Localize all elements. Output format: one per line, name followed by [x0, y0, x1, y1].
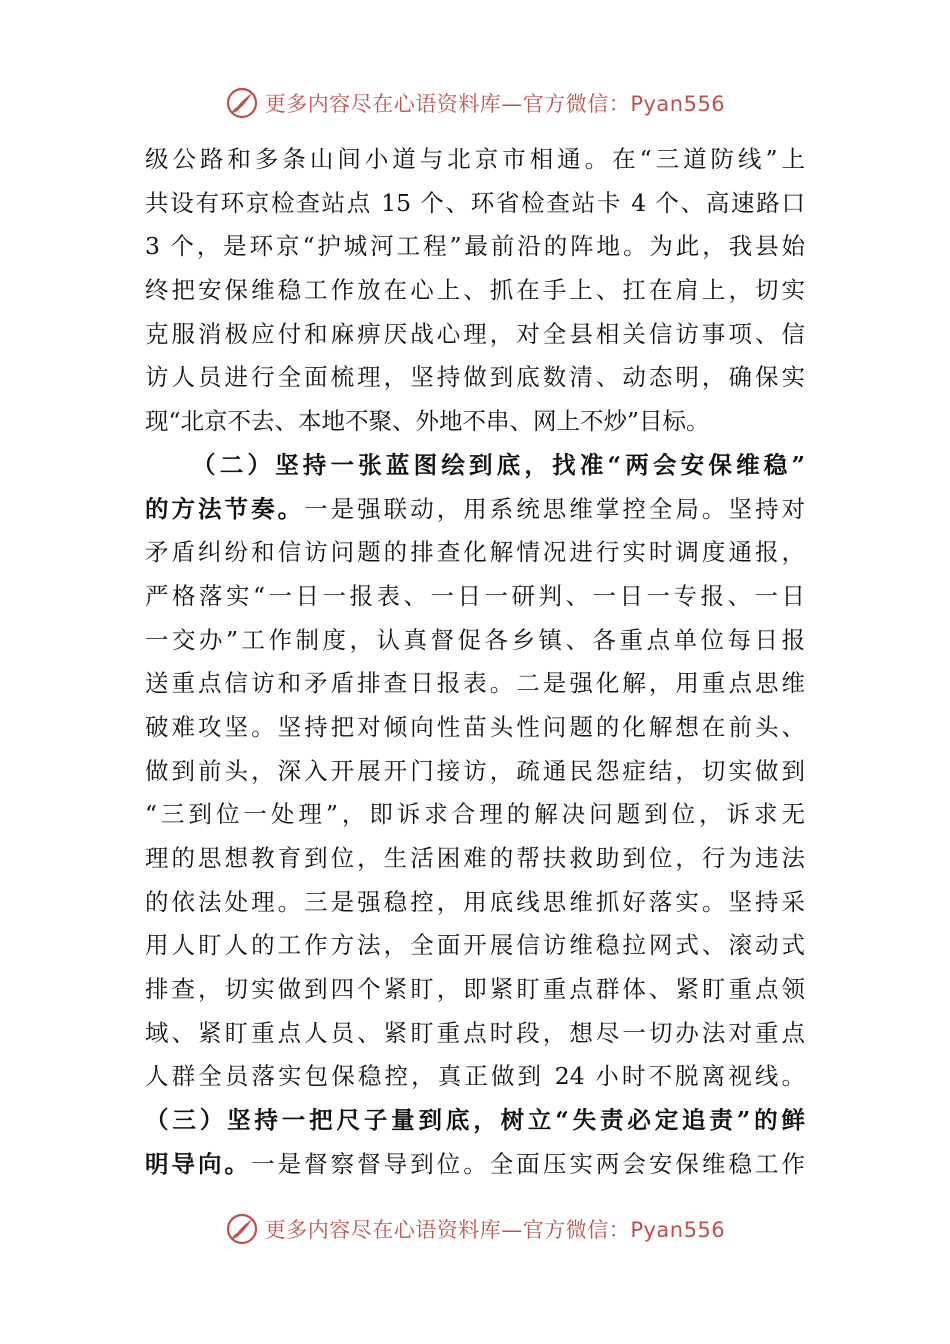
quill-logo-icon: [225, 86, 259, 120]
heading-text: （二）坚持一张蓝图绘到底，找准“两会安保维稳”: [192, 450, 805, 479]
body-text: “三到位一处理”，即诉求合理的解决问题到位，诉求无: [145, 800, 805, 829]
document-body: [145, 138, 805, 1187]
text-line: [145, 837, 805, 881]
heading-text: 的方法节奏。: [145, 494, 305, 523]
text-line: [145, 138, 805, 182]
body-text: 一是督察督导到位。全面压实两会安保维稳工作: [251, 1149, 806, 1178]
heading-text: 明导向。: [145, 1149, 252, 1178]
text-line: [145, 444, 805, 488]
body-text: 终把安保维稳工作放在心上、抓在手上、扛在肩上，切实: [145, 276, 805, 305]
text-line: [145, 400, 805, 444]
watermark-header: [0, 84, 950, 122]
watermark-footer: [0, 1210, 950, 1248]
body-text: 严格落实“一日一报表、一日一研判、一日一专报、一日: [145, 581, 805, 610]
text-line: [145, 575, 805, 619]
text-line: [145, 1012, 805, 1056]
body-text: 理的思想教育到位，生活困难的帮扶救助到位，行为违法: [145, 844, 805, 872]
watermark-text: 更多内容尽在心语资料库—官方微信：Pyan556: [264, 1218, 726, 1242]
body-text: 访人员进行全面梳理，坚持做到底数清、动态明，确保实: [145, 363, 805, 392]
body-text: 共设有环京检查站点 15 个、环省检查站卡 4 个、高速路口: [145, 188, 805, 217]
text-line: [145, 793, 805, 837]
text-line: [145, 662, 805, 706]
body-text: 的依法处理。三是强稳控，用底线思维抓好落实。坚持采: [145, 887, 805, 916]
body-text: 人群全员落实包保稳控，真正做到 24 小时不脱离视线。: [145, 1062, 805, 1091]
text-line: [145, 313, 805, 357]
text-line: [145, 488, 805, 532]
text-line: [145, 531, 805, 575]
body-text: 用人盯人的工作方法，全面开展信访维稳拉网式、滚动式: [145, 931, 805, 960]
body-text: 排查，切实做到四个紧盯，即紧盯重点群体、紧盯重点领: [145, 975, 805, 1004]
body-text: 3 个，是环京“护城河工程”最前沿的阵地。为此，我县始: [145, 232, 805, 261]
watermark-text: 更多内容尽在心语资料库—官方微信：Pyan556: [264, 92, 726, 116]
quill-logo-icon: [225, 1212, 259, 1246]
text-line: [145, 750, 805, 794]
body-text: 一是强联动，用系统思维掌控全局。坚持对: [304, 494, 805, 523]
text-line: [145, 225, 805, 269]
body-text: 破难攻坚。坚持把对倾向性苗头性问题的化解想在前头、: [145, 712, 805, 741]
body-text: 现“北京不去、本地不聚、外地不串、网上不炒”目标。: [145, 407, 710, 436]
text-line: [145, 706, 805, 750]
body-text: 域、紧盯重点人员、紧盯重点时段，想尽一切办法对重点: [145, 1018, 805, 1047]
text-line: [145, 619, 805, 663]
text-line: [145, 182, 805, 226]
body-text: 送重点信访和矛盾排查日报表。二是强化解，用重点思维: [145, 669, 805, 698]
body-text: 级公路和多条山间小道与北京市相通。在“三道防线”上: [145, 145, 805, 173]
body-text: 矛盾纠纷和信访问题的排查化解情况进行实时调度通报，: [145, 538, 805, 567]
text-line: [145, 1143, 805, 1187]
text-line: [145, 1055, 805, 1099]
heading-text: （三）坚持一把尺子量到底，树立“失责必定追责”的鲜: [145, 1106, 805, 1135]
text-line: [145, 356, 805, 400]
text-line: [145, 924, 805, 968]
body-text: 一交办”工作制度，认真督促各乡镇、各重点单位每日报: [145, 625, 805, 654]
text-line: [145, 881, 805, 925]
text-line: [145, 269, 805, 313]
text-line: [145, 968, 805, 1012]
body-text: 做到前头，深入开展开门接访，疏通民怨症结，切实做到: [145, 756, 805, 785]
text-line: [145, 1099, 805, 1143]
body-text: 克服消极应付和麻痹厌战心理，对全县相关信访事项、信: [145, 319, 805, 348]
